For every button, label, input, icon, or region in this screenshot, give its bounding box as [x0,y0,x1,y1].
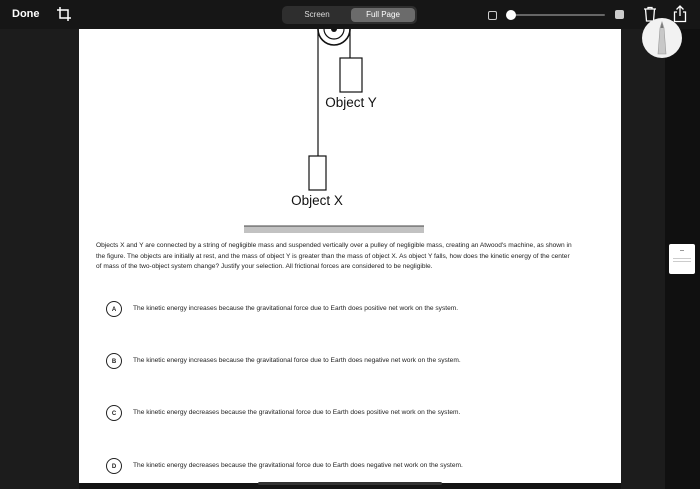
segment-full-page[interactable]: Full Page [351,8,415,22]
option-letter: C [106,405,122,421]
page-thumbnail[interactable] [669,244,695,274]
pencil-icon [642,18,682,58]
option-letter: D [106,458,122,474]
option-letter: B [106,353,122,369]
background-right [621,29,665,489]
option-text: The kinetic energy increases because the gravitational force due to Earth does positive net work on the system. [133,305,459,312]
crop-icon[interactable] [56,6,72,27]
done-button[interactable]: Done [12,8,40,20]
markup-pencil-button[interactable] [642,18,682,58]
object-y-label: Object Y [325,95,377,110]
opacity-min-icon [488,11,497,20]
atwood-machine-figure [79,29,621,239]
option-text: The kinetic energy increases because the gravitational force due to Earth does negative net work on the system. [133,357,461,364]
option-letter: A [106,301,122,317]
opacity-max-icon [615,10,624,19]
opacity-slider-knob[interactable] [506,10,516,20]
screenshot-editor-toolbar [0,0,700,29]
object-x-label: Object X [291,193,343,208]
scroll-indicator[interactable] [258,482,442,485]
segment-screen[interactable]: Screen [304,10,330,19]
option-text: The kinetic energy decreases because the gravitational force due to Earth does negative net work on the system. [133,462,463,469]
object-x-box [309,156,326,190]
background-left [0,29,79,489]
document-page [79,29,621,483]
floor [244,226,424,233]
opacity-slider[interactable] [511,14,605,16]
object-y-box [340,58,362,92]
option-text: The kinetic energy decreases because the gravitational force due to Earth does positive net work on the system. [133,409,461,416]
capture-mode-segment [282,6,417,24]
question-text: Objects X and Y are connected by a string of negligible mass and suspended vertically over a pulley of negligible mass, creating an Atwood's machine, as shown in the figure. The objects are initially at rest, and the mass of object Y is greater than the mass of object X. As object Y falls, how does the kinetic energy of the center of mass of the two-object system change? Justify your selection. All frictional forces are considered to be negligible. [96,242,572,270]
